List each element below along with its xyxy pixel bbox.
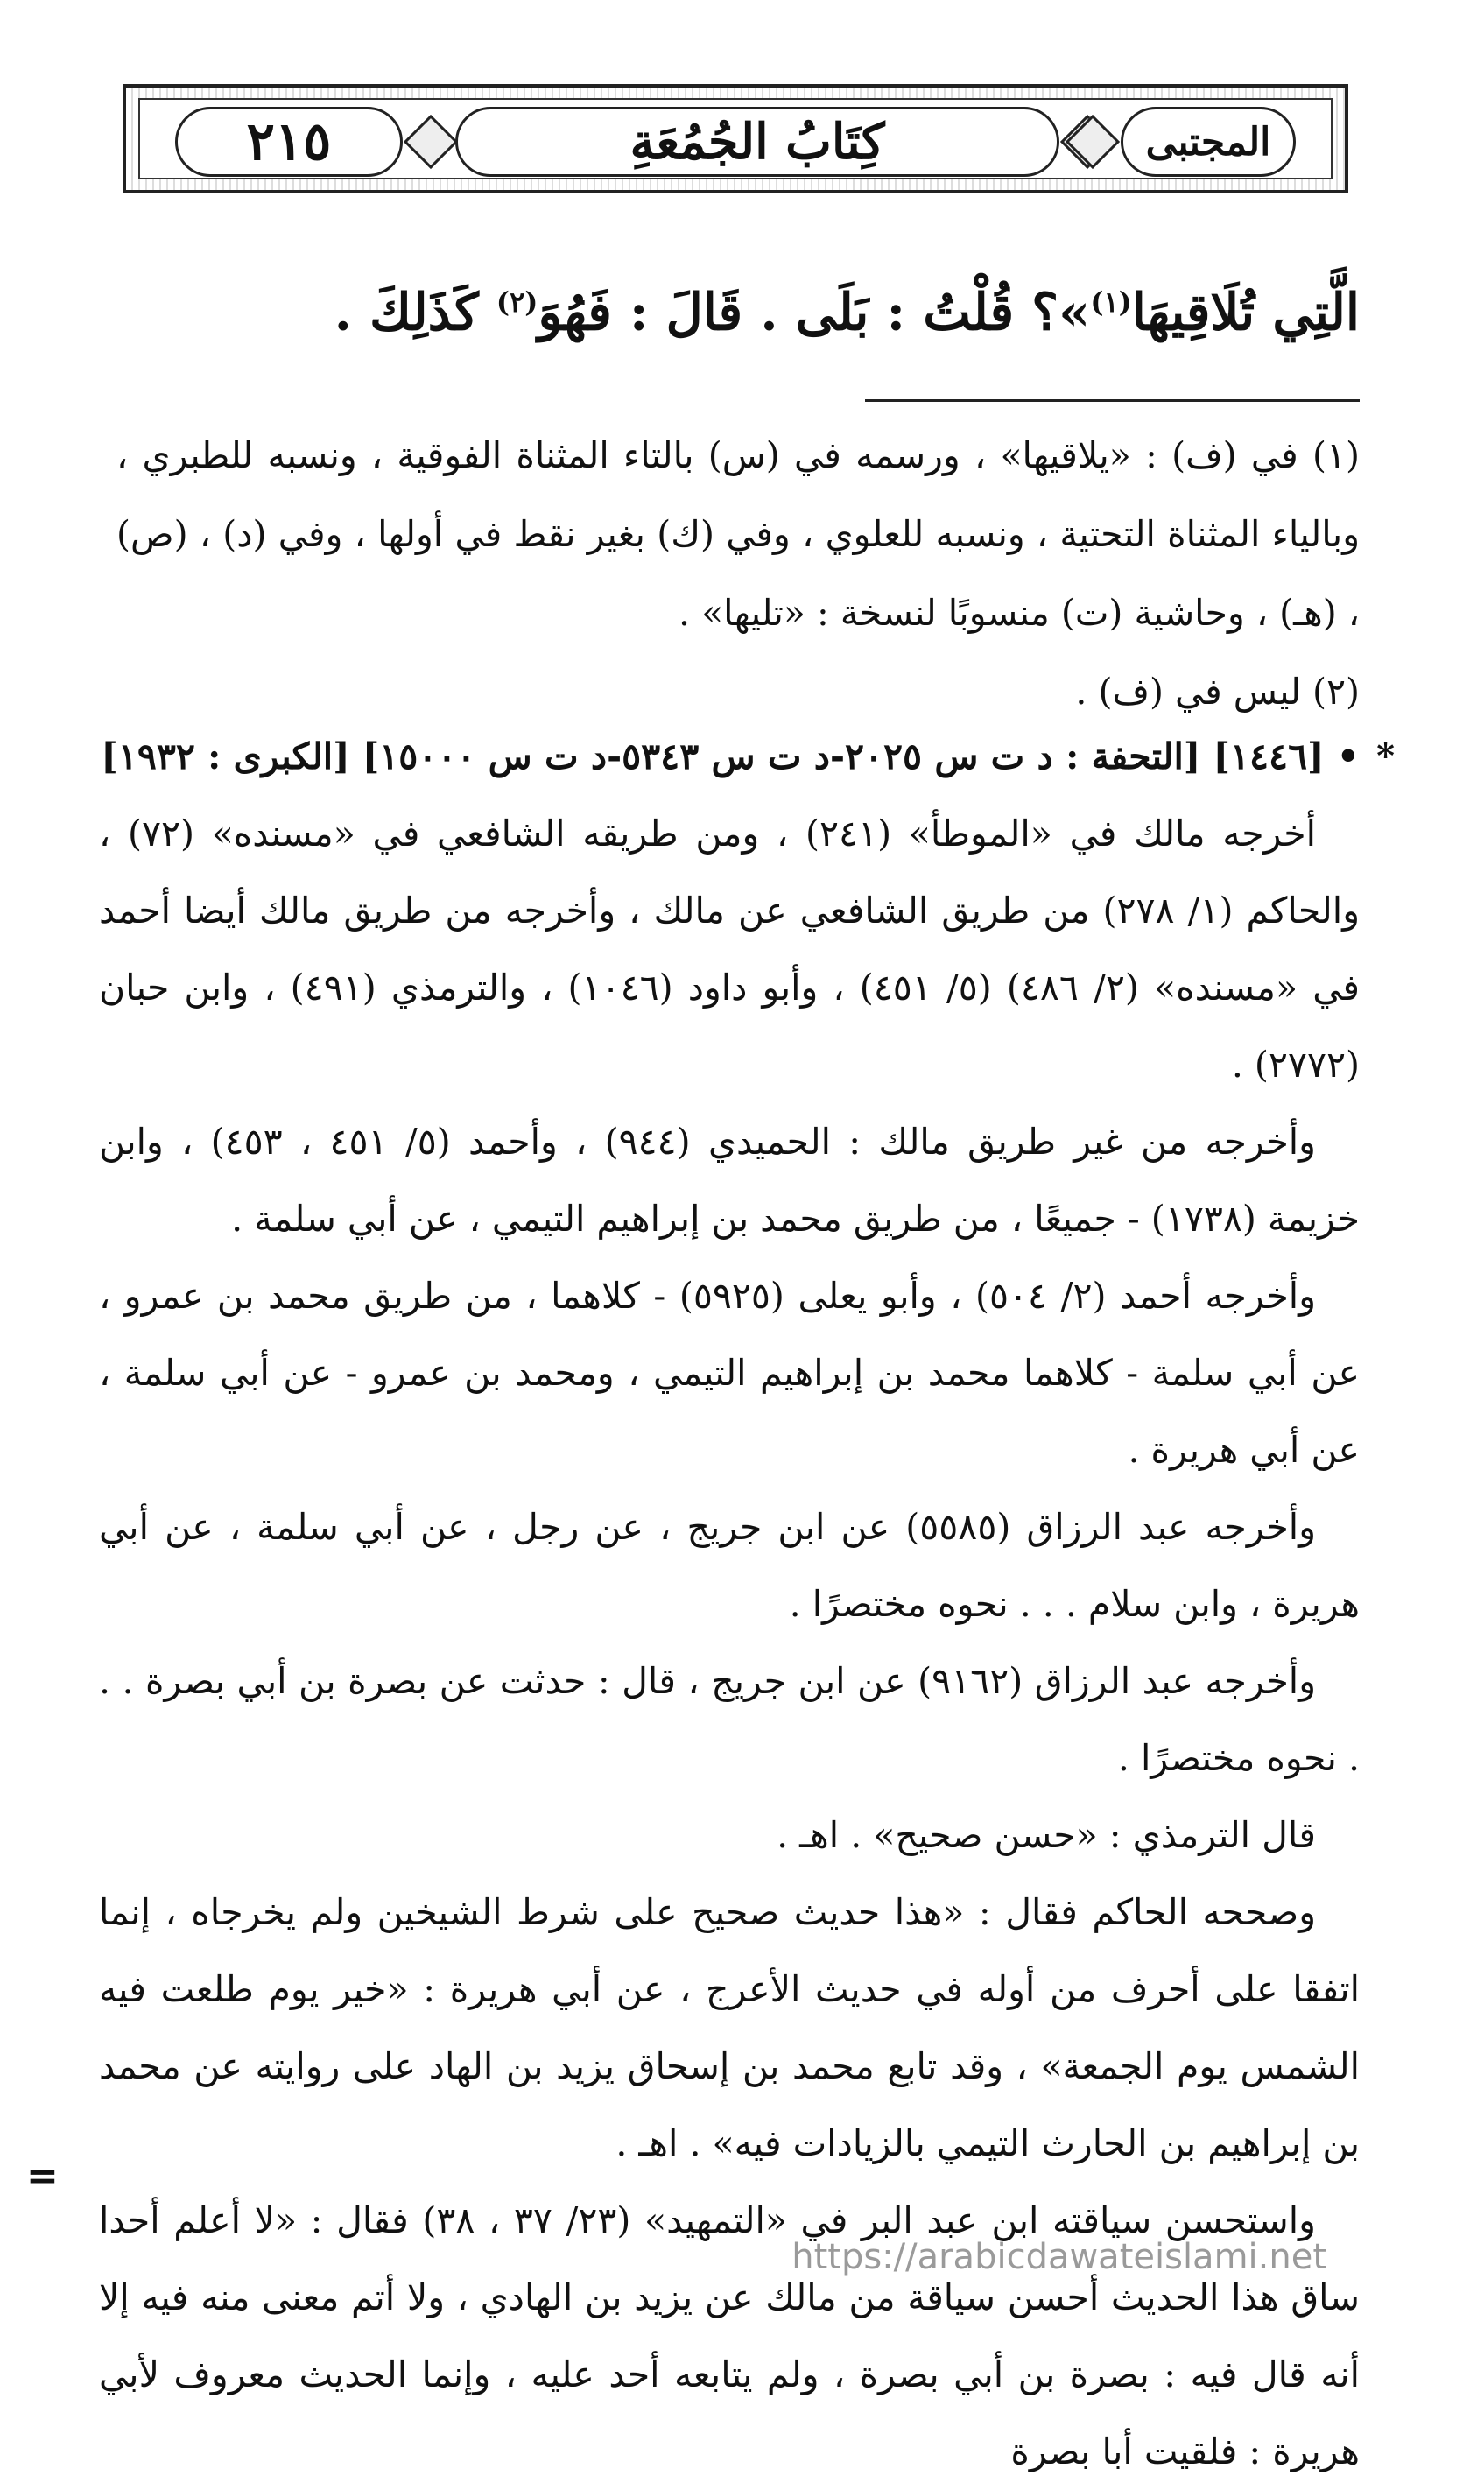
watermark-url: https://arabicdawateislami.net <box>791 2237 1326 2277</box>
footnote-2: (٢) ليس في (ف) . <box>1075 671 1360 713</box>
takhrij-paragraph: وأخرجه أحمد (٢/ ٥٠٤) ، وأبو يعلى (٥٩٢٥) - كلاهما ، من طريق محمد بن عمرو ، عن أبي سلمة - كلاهما محمد بن إبراهيم التيمي ، ومحمد بن عمرو - عن أبي سلمة ، عن أبي هريرة . <box>99 1275 1360 1471</box>
hadith-text-part: »؟ قُلْتُ : بَلَى . قَالَ : فَهُوَ <box>538 282 1091 342</box>
takhrij-paragraph: واستحسن سياقته ابن عبد البر في «التمهيد» (٢٣/ ٣٧ ، ٣٨) فقال : «لا أعلم أحدا ساق هذا الحديث أحسن سياقة من مالك عن يزيد بن الهادي ، ولا أتم معنى منه فيه إلا أنه قال فيه : بصرة بن أبي بصرة ، ولم يتابعه أحد عليه ، وإنما الحديث معروف لأبي هريرة : فلقيت أبا بصرة <box>99 2199 1360 2472</box>
takhrij-paragraph: وأخرجه من غير طريق مالك : الحميدي (٩٤٤) ، وأحمد (٥/ ٤٥١ ، ٤٥٣) ، وابن خزيمة (١٧٣٨) - جميعًا ، من طريق محمد بن إبراهيم التيمي ، عن أبي سلمة . <box>99 1121 1360 1240</box>
takhrij-paragraph: وأخرجه عبد الرزاق (٥٥٨٥) عن ابن جريج ، عن رجل ، عن أبي سلمة ، عن أبي هريرة ، وابن سلام . . . نحوه مختصرًا . <box>99 1506 1360 1625</box>
takhrij-paragraph: وأخرجه عبد الرزاق (٩١٦٢) عن ابن جريج ، قال : حدثت عن بصرة بن أبي بصرة . . . نحوه مختصرًا . <box>99 1660 1360 1779</box>
series-title-cartouche <box>1121 107 1296 177</box>
page-header-ornament <box>123 84 1348 193</box>
takhrij-paragraph: أخرجه مالك في «الموطأ» (٢٤١) ، ومن طريقه الشافعي في «مسنده» (٧٢) ، والحاكم (١/ ٢٧٨) من طريق الشافعي عن مالك ، وأخرجه من طريق مالك أيضا أحمد في «مسنده» (٢/ ٤٨٦) (٥/ ٤٥١) ، وأبو داود (١٠٤٦) ، والترمذي (٤٩١) ، وابن حبان (٢٧٧٢) . <box>99 812 1360 1086</box>
takhrij-paragraph: وصححه الحاكم فقال : «هذا حديث صحيح على شرط الشيخين ولم يخرجاه ، إنما اتفقا على أحرف من أوله في حديث الأعرج ، عن أبي هريرة : «خير يوم طلعت فيه الشمس يوم الجمعة» ، وقد تابع محمد بن إسحاق يزيد بن الهاد على روايته عن محمد بن إبراهيم بن الحارث التيمي بالزيادات فيه» . اهـ . <box>99 1891 1360 2164</box>
footnote-ref: (١) <box>1090 285 1132 319</box>
footnotes <box>116 416 1360 731</box>
hadith-text-part: كَذَلِكَ . <box>334 282 496 342</box>
star-marker: * <box>1376 735 1395 777</box>
takhrij-section <box>99 718 1395 2490</box>
reference-header <box>99 718 1395 795</box>
header-frame <box>138 98 1333 179</box>
footnote-1: (١) في (ف) : «يلاقيها» ، ورسمه في (س) بالتاء المثناة الفوقية ، ونسبه للطبري ، وبالياء المثناة التحتية ، ونسبه للعلوي ، وفي (ك) بغير نقط في أولها ، وفي (د) ، (ص) ، (هـ) ، وحاشية (ت) منسوبًا لنسخة : «تليها» . <box>116 434 1360 634</box>
hadith-text <box>116 263 1360 351</box>
page-number-cartouche <box>175 107 403 177</box>
reference-header-text: • [١٤٤٦] [التحفة : د ت س ٢٠٢٥-د ت س ٥٣٤٣-د ت س ١٥٠٠٠] [الكبرى : ١٩٣٢] <box>101 735 1360 777</box>
footnote-divider <box>865 399 1360 402</box>
series-title: المجتبى <box>1145 119 1271 165</box>
footnote-ref: (٢) <box>496 285 538 319</box>
book-title-cartouche <box>455 107 1059 177</box>
ornament-knot-icon <box>1066 115 1120 169</box>
ornament-knot-icon <box>404 115 458 169</box>
takhrij-paragraph: قال الترمذي : «حسن صحيح» . اهـ . <box>777 1814 1316 1856</box>
page-number: ٢١٥ <box>246 111 332 172</box>
book-title: كِتَابُ الجُمُعَةِ <box>629 113 885 171</box>
continuation-mark: = <box>26 2154 59 2198</box>
hadith-text-part: الَّتِي تُلَاقِيهَا <box>1131 282 1360 342</box>
